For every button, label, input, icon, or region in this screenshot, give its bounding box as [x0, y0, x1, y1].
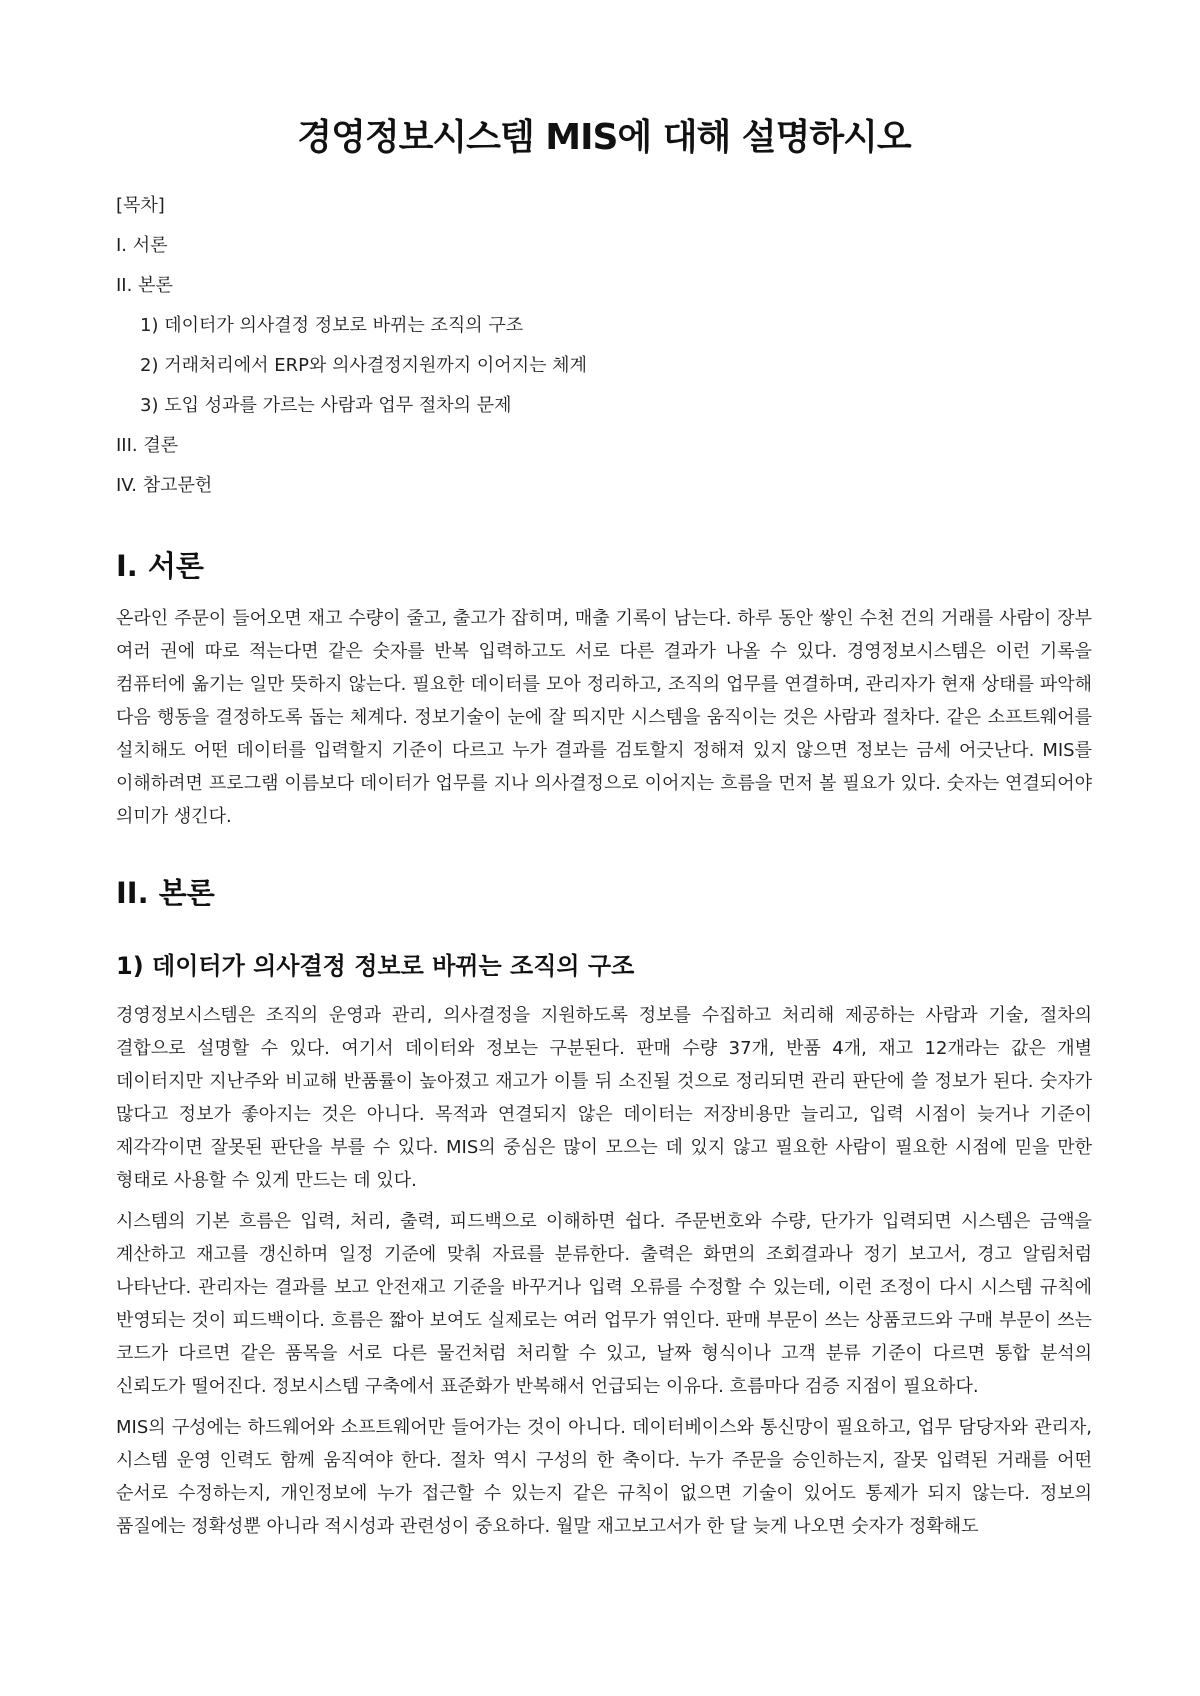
intro-paragraph: 온라인 주문이 들어오면 재고 수량이 줄고, 출고가 잡히며, 매출 기록이 남는다. 하루 동안 쌓인 수천 건의 거래를 사람이 장부 여러 권에 따로 적는다면 같은 숫자를 반복 입력하고도 서로 다른 결과가 나올 수 있다. 경영정보시스템은 이런 기록을 컴퓨터에 옮기는 일만 뜻하지 않는다. 필요한 데이터를 모아 정리하고, 조직의 업무를 연결하며, 관리자가 현재 상태를 파악해 다음 행동을 결정하도록 돕는 체계다. 정보기술이 눈에 잘 띄지만 시스템을 움직이는 것은 사람과 절차다. 같은 소프트웨어를 설치해도 어떤 데이터를 입력할지 기준이 다르고 누가 결과를 검토할지 정해져 있지 않으면 정보는 금세 어긋난다. MIS를 이해하려면 프로그램 이름보다 데이터가 업무를 지나 의사결정으로 이어지는 흐름을 먼저 볼 필요가 있다. 숫자는 연결되어야 의미가 생긴다. [116, 608, 1092, 827]
subsection-1-paragraph-3: MIS의 구성에는 하드웨어와 소프트웨어만 들어가는 것이 아니다. 데이터베이스와 통신망이 필요하고, 업무 담당자와 관리자, 시스템 운영 인력도 함께 움직여야 한다. 절차 역시 구성의 한 축이다. 누가 주문을 승인하는지, 잘못 입력된 거래를 어떤 순서로 수정하는지, 개인정보에 누가 접근할 수 있는지 같은 규칙이 없으면 기술이 있어도 통제가 되지 않는다. 정보의 품질에는 정확성뿐 아니라 적시성과 관련성이 중요하다. 월말 재고보고서가 한 달 늦게 나오면 숫자가 정확해도 [116, 1417, 1092, 1537]
toc-item-body-2: 2) 거래처리에서 ERP와 의사결정지원까지 이어지는 체계 [140, 355, 587, 376]
toc-item-body: II. 본론 [116, 275, 173, 296]
toc-heading: [목차] [116, 195, 165, 216]
body-heading: II. 본론 [116, 876, 215, 910]
subsection-1-heading: 1) 데이터가 의사결정 정보로 바뀌는 조직의 구조 [116, 952, 635, 980]
toc-item-conclusion: III. 결론 [116, 435, 179, 456]
document-page [116, 0, 1092, 1551]
table-of-contents [116, 186, 1092, 506]
intro-heading: I. 서론 [116, 549, 204, 583]
toc-item-references: IV. 참고문헌 [116, 475, 213, 496]
toc-item-body-1: 1) 데이터가 의사결정 정보로 바뀌는 조직의 구조 [140, 315, 524, 336]
document-title: 경영정보시스템 MIS에 대해 설명하시오 [297, 117, 911, 158]
subsection-1-paragraph-2: 시스템의 기본 흐름은 입력, 처리, 출력, 피드백으로 이해하면 쉽다. 주문번호와 수량, 단가가 입력되면 시스템은 금액을 계산하고 재고를 갱신하며 일정 기준에 맞춰 자료를 분류한다. 출력은 화면의 조회결과나 정기 보고서, 경고 알림처럼 나타난다. 관리자는 결과를 보고 안전재고 기준을 바꾸거나 입력 오류를 수정할 수 있는데, 이런 조정이 다시 시스템 규칙에 반영되는 것이 피드백이다. 흐름은 짧아 보여도 실제로는 여러 업무가 엮인다. 판매 부문이 쓰는 상품코드와 구매 부문이 쓰는 코드가 다르면 같은 품목을 서로 다른 물건처럼 처리할 수 있고, 날짜 형식이나 고객 분류 기준이 다르면 통합 분석의 신뢰도가 떨어진다. 정보시스템 구축에서 표준화가 반복해서 언급되는 이유다. 흐름마다 검증 지점이 필요하다. [116, 1211, 1092, 1397]
subsection-1-paragraph-1: 경영정보시스템은 조직의 운영과 관리, 의사결정을 지원하도록 정보를 수집하고 처리해 제공하는 사람과 기술, 절차의 결합으로 설명할 수 있다. 여기서 데이터와 정보는 구분된다. 판매 수량 37개, 반품 4개, 재고 12개라는 값은 개별 데이터지만 지난주와 비교해 반품률이 높아졌고 재고가 이틀 뒤 소진될 것으로 정리되면 관리 판단에 쓸 정보가 된다. 숫자가 많다고 정보가 좋아지는 것은 아니다. 목적과 연결되지 않은 데이터는 저장비용만 늘리고, 입력 시점이 늦거나 기준이 제각각이면 잘못된 판단을 부를 수 있다. MIS의 중심은 많이 모으는 데 있지 않고 필요한 사람이 필요한 시점에 믿을 만한 형태로 사용할 수 있게 만드는 데 있다. [116, 1005, 1092, 1191]
toc-item-body-3: 3) 도입 성과를 가르는 사람과 업무 절차의 문제 [140, 395, 512, 416]
toc-item-intro: I. 서론 [116, 235, 168, 256]
